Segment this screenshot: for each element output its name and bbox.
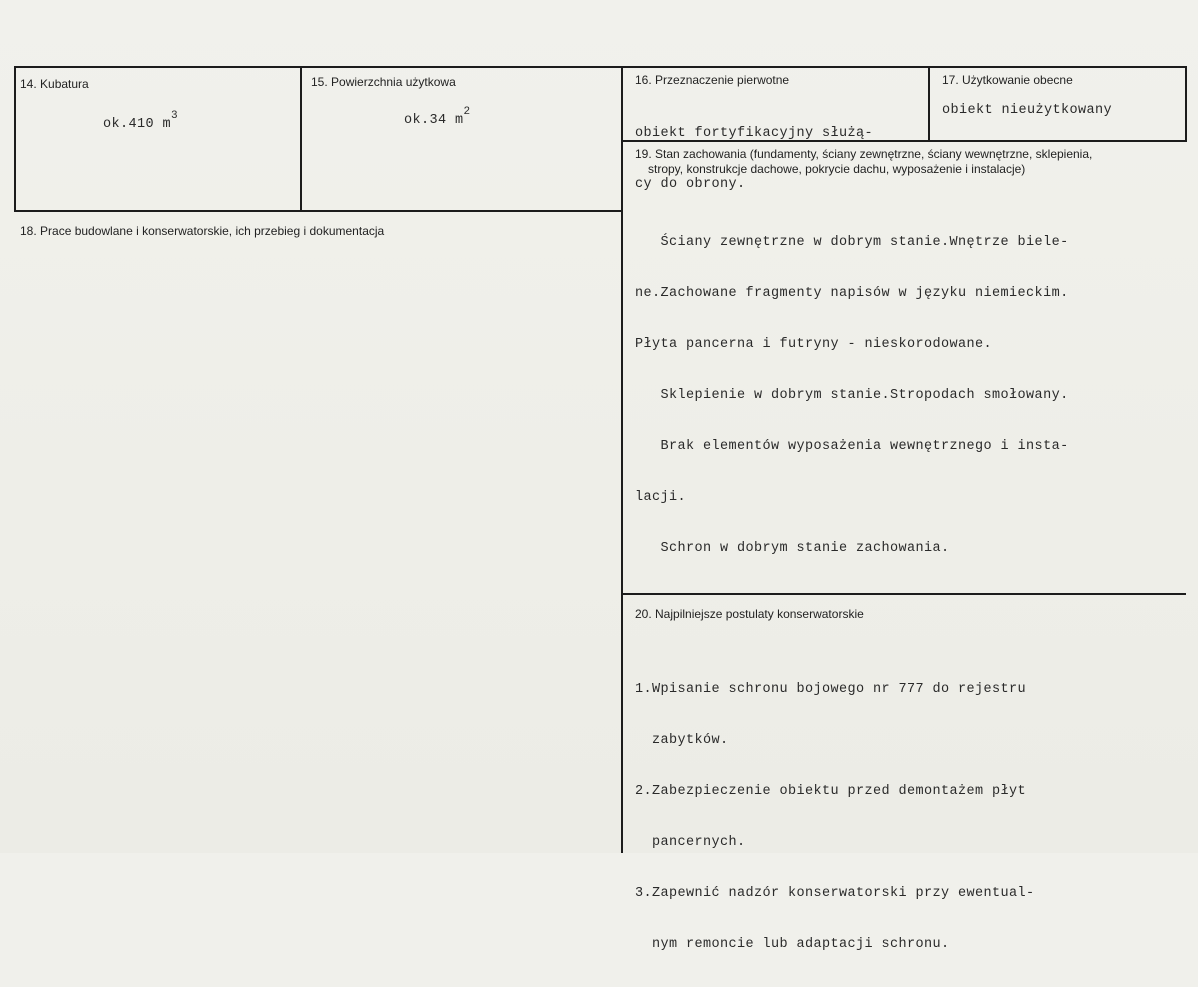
rule-under-14-15 xyxy=(14,210,622,212)
left-border xyxy=(14,66,16,212)
field-19-line: Brak elementów wyposażenia wewnętrznego i insta- xyxy=(635,439,1069,454)
field-19-line: lacji. xyxy=(635,490,687,505)
field-16-line: obiekt fortyfikacyjny służą- xyxy=(635,126,874,141)
field-19-line: Płyta pancerna i futryny - nieskorodowane. xyxy=(635,337,993,352)
top-rule xyxy=(14,66,1186,68)
field-14-value xyxy=(103,110,179,133)
field-20-line: zabytków. xyxy=(635,733,729,748)
field-20-line: 1.Wpisanie schronu bojowego nr 777 do rejestru xyxy=(635,682,1027,697)
field-14-volume: ok.410 m xyxy=(103,117,172,132)
field-18-label: 18. Prace budowlane i konserwatorskie, ich przebieg i dokumentacja xyxy=(20,224,385,238)
field-14-unit-exponent: 3 xyxy=(171,110,179,122)
field-16-line: cy do obrony. xyxy=(635,177,746,192)
field-14-label: 14. Kubatura xyxy=(20,77,89,91)
field-20-line: 3.Zapewnić nadzór konserwatorski przy ewentual- xyxy=(635,886,1035,901)
divider-16-17 xyxy=(928,66,930,142)
field-20-line: 2.Zabezpieczenie obiektu przed demontażem płyt xyxy=(635,784,1027,799)
field-19-value xyxy=(635,200,1069,591)
field-20-line: nym remoncie lub adaptacji schronu. xyxy=(635,937,950,952)
right-border xyxy=(1185,66,1187,142)
field-19-line: ne.Zachowane fragmenty napisów w języku niemieckim. xyxy=(635,286,1069,301)
field-19-line: Schron w dobrym stanie zachowania. xyxy=(635,541,950,556)
field-17-label: 17. Użytkowanie obecne xyxy=(942,73,1073,87)
field-19-label-line-1: 19. Stan zachowania (fundamenty, ściany zewnętrzne, ściany wewnętrzne, sklepienia, xyxy=(635,147,1093,161)
center-divider xyxy=(621,66,623,853)
divider-14-15 xyxy=(300,66,302,212)
rule-above-20 xyxy=(622,593,1186,595)
field-17-value: obiekt nieużytkowany xyxy=(942,103,1113,118)
field-20-line: pancernych. xyxy=(635,835,746,850)
field-19-line: Sklepienie w dobrym stanie.Stropodach smołowany. xyxy=(635,388,1069,403)
field-15-area: ok.34 m xyxy=(404,113,464,128)
field-19-label-line-2: stropy, konstrukcje dachowe, pokrycie dachu, wyposażenie i instalacje) xyxy=(648,162,1026,176)
field-15-unit-exponent: 2 xyxy=(463,106,471,118)
field-20-label: 20. Najpilniejsze postulaty konserwatorskie xyxy=(635,607,864,621)
field-20-value xyxy=(635,647,1035,987)
field-19-line: Ściany zewnętrzne w dobrym stanie.Wnętrze biele- xyxy=(635,235,1069,250)
field-15-label: 15. Powierzchnia użytkowa xyxy=(311,75,456,89)
field-15-value xyxy=(404,106,471,129)
field-16-label: 16. Przeznaczenie pierwotne xyxy=(635,73,790,87)
